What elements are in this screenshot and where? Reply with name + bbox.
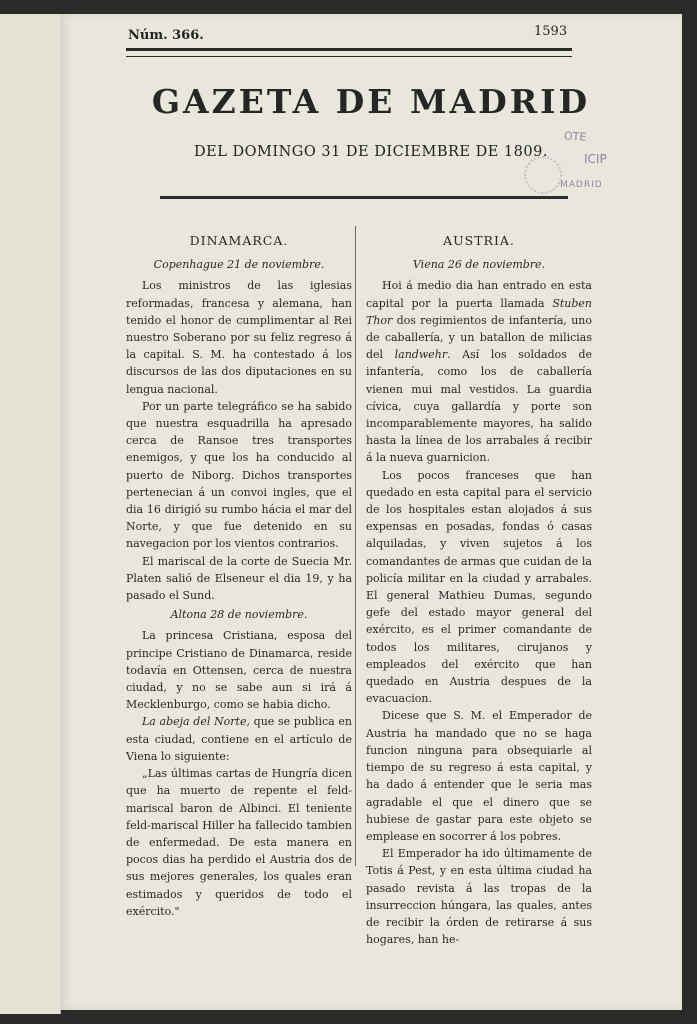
paragraph-text: . Así los soldados de infantería, como los de caballería vienen mui mal vestidos. La guardia cívica, cuya gallardía y porte son incomparablemente mayores, ha salido hasta la línea de los arrabales á recibir á la nueva guarnicion. [366,348,592,465]
paragraph: La princesa Cristiana, esposa del principe Cristiano de Dinamarca, reside todavía en Ottensen, cerca de nuestra ciudad, y no se sabe aun si irá á Mecklenburgo, como se habia dicho. [126,629,352,712]
stamp-text-2: ICIP [584,152,607,166]
stamp-text-1: OTE [563,129,587,144]
paragraph: El mariscal de la corte de Suecia Mr. Platen salió de Elseneur el dia 19, y ha pasado el Sund. [126,554,352,603]
dateline-altona: Altona 28 de noviembre. [170,608,308,622]
place-name: Stuben Thor [366,296,592,327]
paragraph [126,713,352,765]
section-heading-dinamarca: DINAMARCA. [189,233,289,248]
paragraph-text: que se publica en esta ciudad, contiene en el artículo de Viena lo siguiente: [126,715,353,763]
paragraph: Los pocos franceses que han quedado en esta capital para el servicio de los hospitales estan alojados á sus expensas en posadas, fondas ó casas alquiladas, y viven sujetos á los comandantes de armas que cuidan de la policía militar en la ciudad y arrabales. El general Mathieu Dumas, segundo gefe del estado mayor general del exército, es el primer comandante de todos los militares, cirujanos y empleados del exército que han quedado en Austria despues de la evacuacion. [366,468,592,706]
paragraph [366,277,592,466]
top-double-rule [126,48,572,57]
column-austria [366,232,592,948]
paragraph: Los ministros de las iglesias reformadas, francesa y alemana, han tenido el honor de cumplimentar al Rei nuestro Soberano por su feliz regreso á la capital. S. M. ha contestado á los discursos de las dos diputaciones en su lengua nacional. [126,279,352,396]
quoted-paragraph: „Las últimas cartas de Hungría dicen que ha muerto de repente el feld-mariscal baron de Albinci. El teniente feld-mariscal Hiller ha fallecido tambien de enfermedad. De esta manera en pocos dias ha perdido el Austria dos de sus mejores generales, los quales eran estimados y queridos de todo el exército." [126,767,352,918]
masthead-title: GAZETA DE MADRID [151,82,591,121]
stamp-seal-icon [524,156,562,194]
dateline-viena: Viena 26 de noviembre. [412,258,546,272]
newspaper-page [60,14,682,1010]
page-number: 1593 [534,24,568,39]
paragraph-text: Hoi á medio dia han entrado en esta capital por la puerta llamada [366,279,592,310]
facing-page-edge [0,14,61,1014]
section-heading-austria: AUSTRIA. [443,233,515,248]
section-rule [160,196,568,199]
library-stamp [534,118,674,218]
masthead-date: DEL DOMINGO 31 DE DICIEMBRE DE 1809. [194,144,548,160]
publication-title: La abeja del Norte, [142,715,250,729]
stamp-text-3: MADRID [560,180,603,190]
paragraph: El Emperador ha ido últimamente de Totis á Pest, y en esta última ciudad ha pasado revista á las tropas de la insurreccion húngara, las quales, antes de recibir la órden de retirarse á sus hogares, han he- [366,847,592,947]
column-dinamarca [126,232,352,920]
paragraph: Por un parte telegráfico se ha sabido que nuestra esquadrilla ha apresado cerca de Ransoe tres transportes enemigos, y que los ha conducido al puerto de Niborg. Dichos transportes pertenecian á un convoi ingles, que el dia 16 dirigió su rumbo hácia el mar del Norte, y que fue detenido en su navegacion por los vientos contrarios. [126,399,352,551]
column-divider [355,226,356,866]
dateline-copenhague: Copenhague 21 de noviembre. [153,258,325,272]
term: landwehr [394,348,448,362]
paragraph-text: dos regimientos de infantería, uno de caballería, y un batallon de milicias del [366,313,592,362]
issue-number: Núm. 366. [128,28,204,43]
paragraph: Dicese que S. M. el Emperador de Austria ha mandado que no se haga funcion ninguna para obsequiarle al tiempo de su regreso á esta capital, y ha dado á entender que le seria mas agradable el que el dinero que se hubiese de gastar para este objeto se emplease en socorrer á los pobres. [366,709,592,843]
